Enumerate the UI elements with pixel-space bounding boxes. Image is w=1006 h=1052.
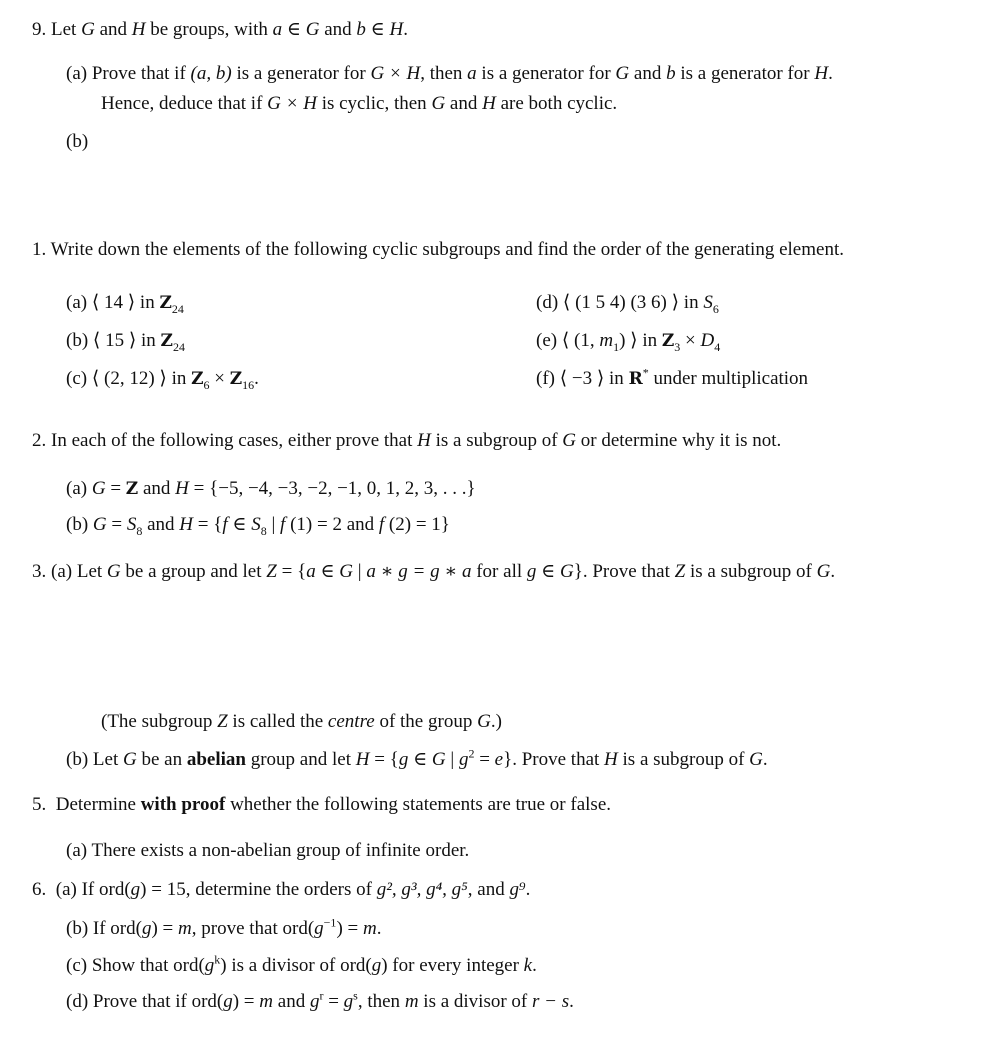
question-1b: (b) ⟨ 15 ⟩ in $Z_{24}$ [66, 330, 185, 354]
question-1e: (e) ⟨ (1, $m_1$) ⟩ in $Z_3 \times D_4$ [536, 330, 721, 354]
question-6b: (b) If ord(g) = m, prove that $ord(g^{-1}) = m$. [66, 915, 382, 939]
question-number: 6. [32, 879, 47, 900]
question-3-note: (The subgroup Z is called the centre of the group G.) [101, 711, 502, 732]
question-3a: 3. (a) Let G be a group and let Z = {a ∈ G | a ∗ g = g ∗ a for all g ∈ G}. Prove that Z is a subgroup of G. [32, 561, 836, 582]
question-2a: (a) G = Z and H = {−5, −4, −3, −2, −1, 0, 1, 2, 3, . . .} [66, 478, 476, 499]
question-number: 5. [32, 794, 47, 815]
question-number: 2. [32, 430, 47, 451]
question-1f: (f) ⟨ −3 ⟩ in R* under multiplication [536, 365, 809, 389]
question-number: 3. [32, 561, 47, 582]
question-number: 9. [32, 19, 47, 40]
question-3b: (b) Let G be an abelian group and let H = {g ∈ G | $g^2 = e$}. Prove that H is a subgroup of G. [66, 746, 768, 770]
question-9-intro: 9. Let G and H be groups, with a ∈ G and b ∈ H. [32, 19, 408, 40]
part-label: (b) [66, 131, 89, 152]
part-label: (a) [66, 63, 88, 84]
question-9a-line-1: (a) Prove that if (a, b) is a generator for G × H, then a is a generator for G and b is a generator for H. [66, 63, 833, 84]
question-6d: (d) Prove that if ord(g) = m and $g^r = g^s$, then m is a divisor of r − s. [66, 988, 574, 1012]
question-5-intro: 5. Determine with proof whether the following statements are true or false. [32, 794, 611, 815]
question-6a: 6. (a) If ord(g) = 15, determine the orders of g², g³, g⁴, g⁵, and g⁹. [32, 879, 531, 900]
question-1d: (d) ⟨ (1 5 4) (3 6) ⟩ in $S_6$ [536, 292, 719, 316]
question-9a-line-2: Hence, deduce that if G × H is cyclic, then G and H are both cyclic. [101, 93, 618, 114]
question-1-intro: 1. Write down the elements of the following cyclic subgroups and find the order of the generating element. [32, 239, 844, 260]
question-2-intro: 2. In each of the following cases, either prove that H is a subgroup of G or determine why it is not. [32, 430, 782, 451]
question-9b [66, 130, 88, 154]
question-1c: (c) ⟨ (2, 12) ⟩ in $Z_6 \times Z_{16}$. [66, 368, 259, 392]
question-2b: (b) $G = S_8$ and H = {f ∈ $S_8$ | f (1) = 2 and f (2) = 1} [66, 514, 450, 538]
question-5a: (a) There exists a non-abelian group of infinite order. [66, 840, 470, 861]
question-6c: (c) Show that $ord(g^k)$ is a divisor of ord(g) for every integer k. [66, 952, 537, 976]
question-1a: (a) ⟨ 14 ⟩ in $Z_{24}$ [66, 292, 184, 316]
question-number: 1. [32, 239, 47, 260]
